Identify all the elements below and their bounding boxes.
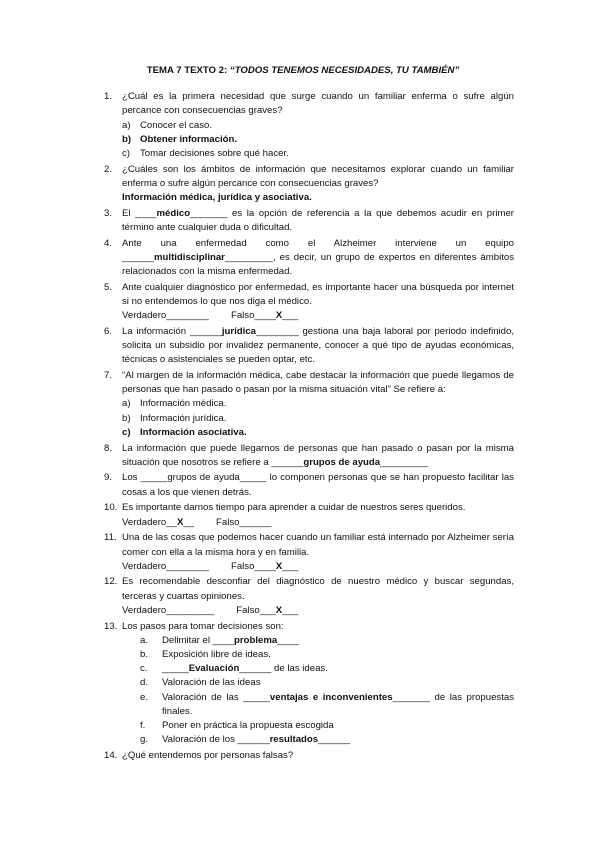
question-number: 10. [104,502,118,514]
question-11 [104,531,514,574]
step-b: b. Exposición libre de ideas. [140,648,271,660]
true-false-line: Verdadero________ Falso____X___ [122,310,299,322]
step-e: e. Valoración de las _____ventajas e inconvenientes_______ de las propuestas finales. [140,691,515,717]
answer-mark: X [176,516,184,528]
true-false-line: Verdadero__X__ Falso______ [122,516,272,528]
question-text: “Al margen de la información médica, cabe destacar la información que puede llegamos de personas que han pasado o pasan por la misma situación vital” Se refiere a: [122,370,514,396]
answer-blank: Evaluación [188,663,240,675]
question-text: Ante cualquier diagnóstico por enfermedad, es importante hacer una búsqueda por internet si no entendemos lo que nos diga el médico. [122,281,514,308]
question-number: 11. [104,532,117,544]
question-4 [104,237,514,280]
question-number: 5. [104,281,113,293]
option-a: a) Información médica. [122,398,227,410]
step-a: a. Delimitar el ____problema____ [140,634,299,646]
question-number: 14. [104,749,118,761]
question-text: Los _____grupos de ayuda_____ lo componen personas que se han propuesto facilitar las cosas a los que vienen detrás. [122,472,515,498]
question-text: Es importante darnos tiempo para aprender a cuidar de nuestros seres queridos. [122,502,466,514]
question-text: La información que puede llegarnos de personas que han pasado o pasan por la misma situación que nosotros se refiere a ______grupos de ayuda_________ [122,442,514,468]
answer-blank: jurídica [221,325,256,337]
question-number: 7. [104,370,113,382]
question-text: ¿Cuáles son los ámbitos de información que necesitamos explorar cuando un familiar enferma o sufre algún percance con consecuencias graves? [122,163,514,189]
step-f: f. Poner en práctica la propuesta escogida [140,719,334,731]
answer-mark: X [275,310,283,322]
question-number: 13. [104,620,118,632]
question-text: Es recomendable desconfiar del diagnóstico de nuestro médico y buscar segundas, terceras y cuartas opiniones. [122,576,514,602]
question-6 [104,325,514,368]
question-text: La información ______jurídica________ gestiona una baja laboral por periodo indefinido, solicita un subsidio por invalidez permanente, conocer a qué tipo de ayudas económicas, técnicas o asistenciales se pueden optar, etc. [122,325,515,366]
question-12 [104,575,514,618]
question-text: Los pasos para tomar decisiones son: [122,620,284,632]
question-5 [104,281,514,324]
question-14 [104,749,514,763]
step-d: d. Valoración de las ideas [140,677,261,689]
answer-blank: resultados [269,734,319,746]
page-title [92,64,514,78]
question-text-line2: ______multidisciplinar_________, es decir, un grupo de expertos en diferentes ámbitos relacionados con la misma enfermedad. [122,251,514,278]
answer-blank: grupos de ayuda [303,456,381,468]
answer-blank: médico [156,207,191,219]
answer-mark: X [275,604,283,616]
question-number: 3. [104,207,113,219]
question-number: 6. [104,325,113,337]
title-prefix: TEMA 7 TEXTO 2: [146,65,230,76]
answer-text: Información médica, jurídica y asociativa. [122,192,312,204]
question-text-line1: Ante una enfermedad como el Alzheimer interviene un equipo [122,237,514,249]
title-quote: “TODOS TENEMOS NECESIDADES, TU TAMBIÉN” [229,65,460,76]
option-c: c) Información asociativa. [122,426,247,438]
answer-blank: ventajas e inconvenientes [269,691,393,703]
question-text: Una de las cosas que podemos hacer cuando un familiar está internado por Alzheimer sería comer con ella a la misma hora y en familia. [122,532,514,558]
option-b: b) Obtener información. [122,133,238,145]
question-number: 2. [104,163,113,175]
answer-mark: X [275,560,283,572]
question-1 [104,90,514,161]
question-9 [104,471,514,499]
question-10 [104,501,514,529]
question-number: 12. [104,576,118,588]
question-number: 8. [104,442,113,454]
question-3 [104,207,514,235]
answer-blank: problema [234,634,278,646]
step-g: g. Valoración de los ______resultados______ [140,734,351,746]
question-text: El ____médico_______ es la opción de referencia a la que debemos acudir en primer término ante cualquier duda o dificultad. [122,207,514,234]
question-number: 9. [104,472,113,484]
true-false-line: Verdadero________ Falso____X___ [122,560,299,572]
true-false-line: Verdadero_________ Falso___X___ [122,604,299,616]
question-text: ¿Cuál es la primera necesidad que surge cuando un familiar enferma o sufre algún percance con consecuencias graves? [122,91,514,117]
step-c: c. _____Evaluación______ de las ideas. [140,663,328,675]
answer-blank: multidisciplinar [154,251,225,263]
answer-blank: grupos de ayuda [167,472,240,484]
question-8 [104,442,514,470]
question-number: 4. [104,237,113,249]
option-b: b) Información jurídica. [122,412,227,424]
option-c: c) Tomar decisiones sobre qué hacer. [122,148,289,160]
question-7 [104,369,514,440]
question-2 [104,163,514,206]
option-a: a) Conocer el caso. [122,119,212,131]
question-number: 1. [104,91,113,103]
question-13 [104,620,514,748]
question-text: ¿Qué entendemos por personas falsas? [122,749,294,761]
